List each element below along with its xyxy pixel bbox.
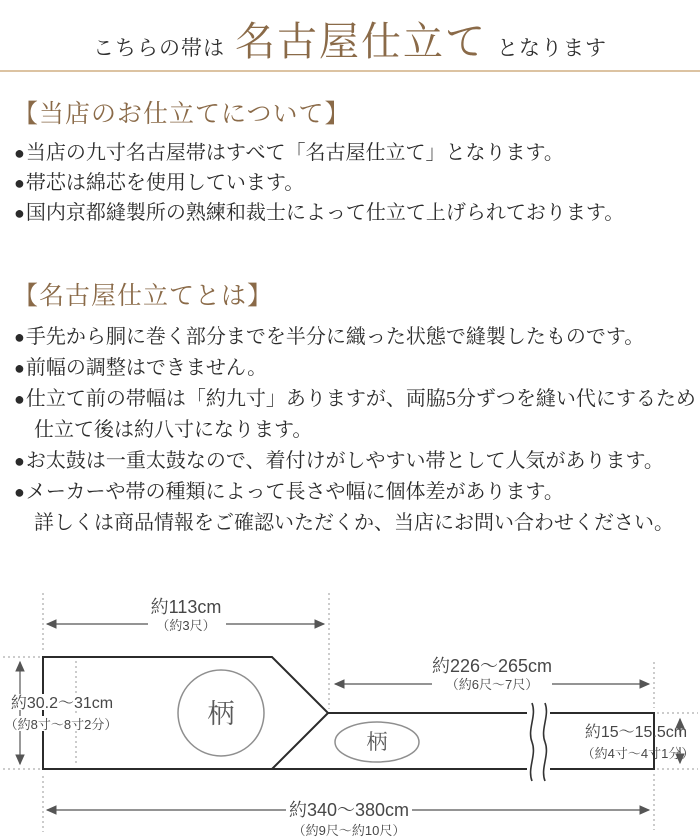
total-length-shaku: （約9尺〜約10尺） — [292, 823, 406, 838]
header-divider — [0, 70, 700, 72]
bullet-icon: ● — [14, 389, 25, 409]
list-item-continuation: 詳しくは商品情報をご確認いただくか、当店にお問い合わせください。 — [34, 512, 674, 534]
wide-width-sun: （約8寸〜8寸2分） — [4, 717, 118, 732]
list-item: ●手先から胴に巻く部分までを半分に織った状態で縫製したものです。 — [14, 326, 645, 348]
bullet-icon: ● — [14, 203, 25, 223]
list-item-continuation: 仕立て後は約八寸になります。 — [34, 419, 313, 441]
tesaki-length-cm: 約113cm — [150, 597, 222, 617]
obi-dimensions-diagram — [0, 580, 700, 840]
list-item: ●国内京都縫製所の熟練和裁士によって仕立て上げられております。 — [14, 202, 625, 224]
page-title — [0, 10, 700, 67]
narrow-width-cm: 約15〜15.5cm — [584, 724, 688, 741]
tare-length-cm: 約226〜265cm — [431, 656, 553, 676]
title-prefix: こちらの帯は — [93, 36, 225, 60]
bullet-icon: ● — [14, 327, 25, 347]
narrow-width-sun: （約4寸〜4寸1分） — [581, 746, 695, 761]
tesaki-length-shaku: （約3尺） — [156, 618, 216, 633]
list-item: ●お太鼓は一重太鼓なので、着付けがしやすい帯として人気があります。 — [14, 450, 664, 472]
section-heading-what-is-nagoya: 【名古屋仕立てとは】 — [13, 283, 274, 310]
list-item: ●当店の九寸名古屋帯はすべて「名古屋仕立て」となります。 — [14, 142, 564, 164]
tare-length-shaku: （約6尺〜7尺） — [445, 677, 539, 692]
bullet-icon: ● — [14, 451, 25, 471]
list-item: ●前幅の調整はできません。 — [14, 357, 268, 379]
section-what-is-nagoya-bullets — [14, 322, 696, 539]
obi-outline-shape — [43, 657, 654, 769]
title-suffix: となります — [497, 36, 607, 60]
list-item: ●帯芯は綿芯を使用しています。 — [14, 172, 305, 194]
section-about-tailoring-bullets — [14, 138, 624, 228]
list-item: ●メーカーや帯の種類によって長さや幅に個体差があります。 — [14, 481, 564, 503]
wide-width-cm: 約30.2〜31cm — [10, 695, 114, 712]
total-length-cm: 約340〜380cm — [288, 800, 410, 820]
bullet-icon: ● — [14, 143, 25, 163]
list-item: ●仕立て前の帯幅は「約九寸」ありますが、両脇5分ずつを縫い代にするため — [14, 388, 696, 410]
title-main: 名古屋仕立て — [235, 19, 487, 64]
bullet-icon: ● — [14, 173, 25, 193]
bullet-icon: ● — [14, 358, 25, 378]
section-heading-about-tailoring: 【当店のお仕立てについて】 — [13, 101, 351, 128]
pattern-circle-label: 柄 — [207, 699, 235, 729]
pattern-ellipse-label: 柄 — [366, 731, 388, 754]
bullet-icon: ● — [14, 482, 25, 502]
